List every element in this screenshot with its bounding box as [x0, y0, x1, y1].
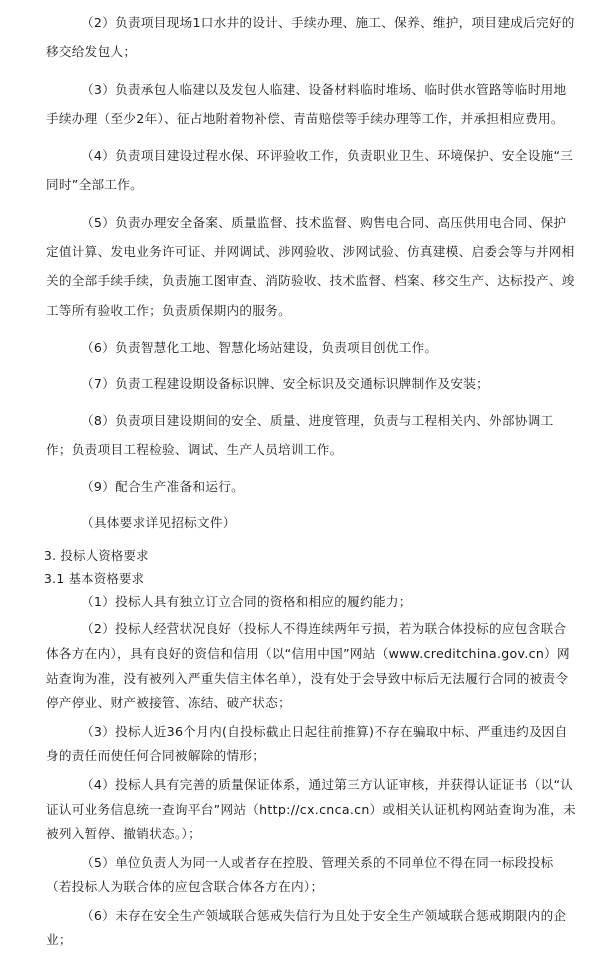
- duty-item: （9）配合生产准备和运行。: [81, 479, 245, 495]
- duty-item: （3）负责承包人临建以及发包人临建、设备材料临时堆场、临时供水管路等临时用地手续办理（至少2年）、征占地附着物补偿、青苗赔偿等手续办理等工作，并承担相应费用。: [46, 81, 567, 126]
- qualification-item: （2）投标人经营状况良好（投标人不得连续两年亏损，若为联合体投标的应包含联合体各方在内），具有良好的资信和信用（以“信用中国”网站（www.creditchina.gov.cn）网站查询为准，没有被列入严重失信主体名单），没有处于会导致中标后无法履行合同的被责令停产停业、财产被接管、冻结、破产状态；: [46, 621, 570, 711]
- section-heading: 3. 投标人资格要求: [44, 548, 149, 563]
- duty-item: （6）负责智慧化工地、智慧化场站建设，负责项目创优工作。: [81, 339, 438, 355]
- duty-note: （具体要求详见招标文件）: [81, 515, 236, 531]
- qualification-item: （4）投标人具有完善的质量保证体系，通过第三方认证审核，并获得认证证书（以“认证认可业务信息统一查询平台”网站（http://cx.cnca.cn）或相关认证机构网站查询为准，未被列入暂停、撤销状态。）；: [46, 776, 576, 842]
- duty-item: （5）负责办理安全备案、质量监督、技术监督、购售电合同、高压供用电合同、保护定值计算、发电业务许可证、并网调试、涉网验收、涉网试验、仿真建模、启委会等与并网相关的全部手续手续，负责施工图审查、消防验收、技术监督、档案、移交生产、达标投产、竣工等所有验收工作；负责质保期内的服务。: [46, 214, 575, 318]
- duty-list: [46, 8, 577, 538]
- duty-item: （8）负责项目建设期间的安全、质量、进度管理，负责与工程相关内、外部协调工作；负责项目工程检验、调试、生产人员培训工作。: [46, 412, 554, 457]
- qualification-item: （3）投标人近36个月内(自投标截止日起往前推算)不存在骗取中标、严重违约及因自身的责任而使任何合同被解除的情形；: [46, 723, 568, 764]
- duty-item: （7）负责工程建设期设备标识牌、安全标识及交通标识牌制作及安装；: [81, 376, 490, 392]
- qualification-item: （1）投标人具有独立订立合同的资格和相应的履约能力；: [81, 593, 412, 609]
- qualification-item: （5）单位负责人为同一人或者存在控股、管理关系的不同单位不得在同一标段投标（若投标人为联合体的应包含联合体各方在内）；: [46, 854, 554, 895]
- duty-item: （2）负责项目现场1口水井的设计、手续办理、施工、保养、维护，项目建成后完好的移交给发包人；: [46, 15, 575, 60]
- subsection-heading: 3.1 基本资格要求: [44, 571, 145, 586]
- qualification-item: （6）未存在安全生产领域联合惩戒失信行为且处于安全生产领域联合惩戒期限内的企业；: [46, 907, 567, 948]
- qualification-list: [46, 590, 577, 953]
- duty-item: （4）负责项目建设过程水保、环评验收工作，负责职业卫生、环境保护、安全设施“三同时”全部工作。: [46, 148, 574, 193]
